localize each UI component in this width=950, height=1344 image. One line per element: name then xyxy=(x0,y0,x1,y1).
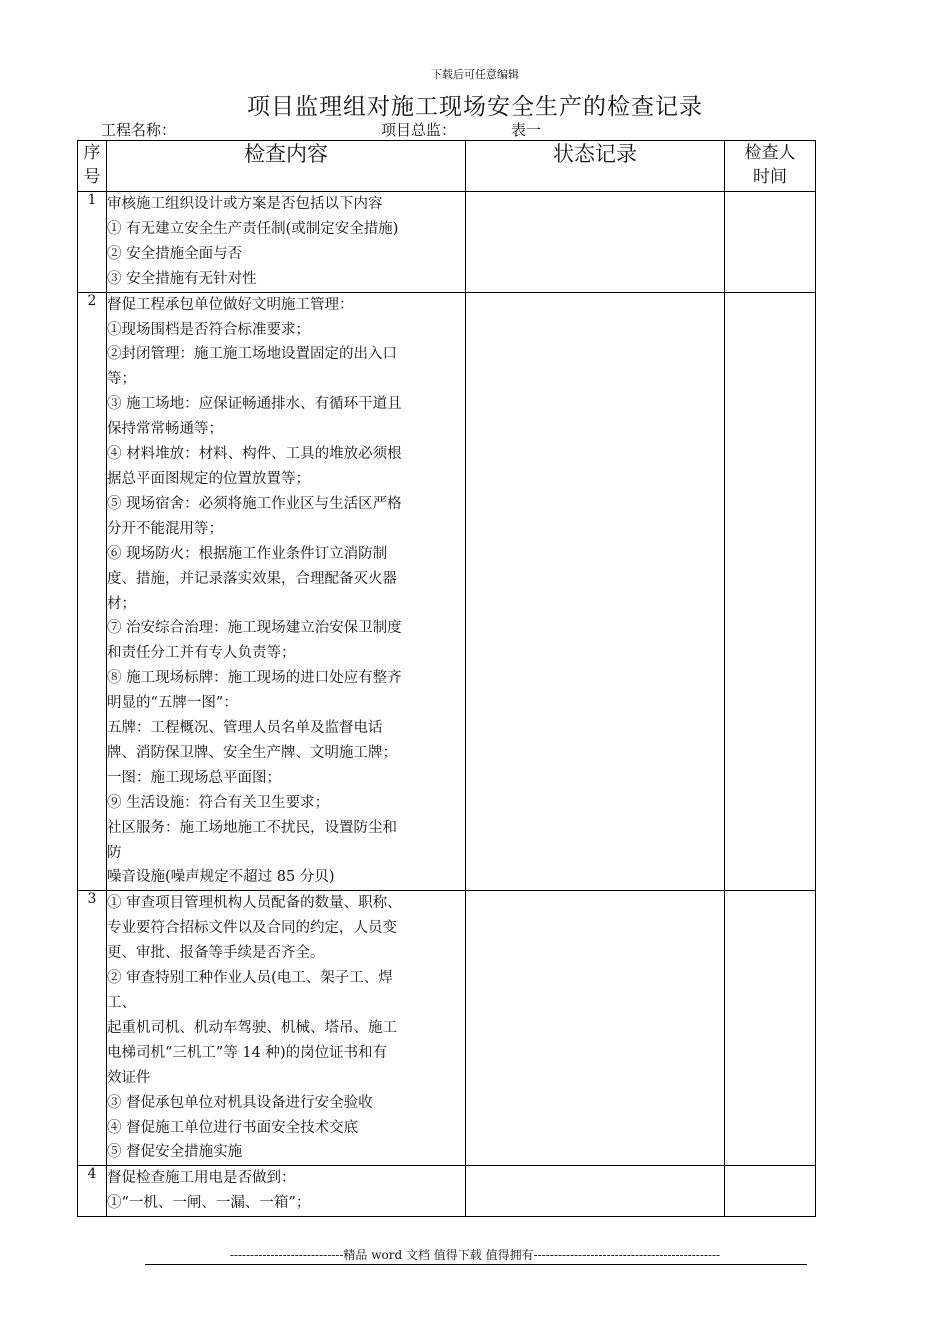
table-number: 表一 xyxy=(511,121,542,139)
header-inspection-content: 检查内容 xyxy=(107,141,466,192)
content-line: 更、审批、报备等手续是否齐全。 xyxy=(107,945,325,962)
content-line: ①现场围档是否符合标准要求； xyxy=(107,321,310,338)
row-number: 1 xyxy=(78,192,107,293)
content-line: ⑦ 治安综合治理：施工现场建立治安保卫制度 xyxy=(107,620,402,637)
status-record-cell[interactable] xyxy=(466,891,725,1166)
header-inspector-line-1: 检查人 xyxy=(744,143,796,163)
project-name-label: 工程名称： xyxy=(101,121,177,139)
footer-rule xyxy=(145,1264,807,1265)
content-line: 明显的“五牌一图”： xyxy=(107,695,238,712)
content-line: 工、 xyxy=(107,995,136,1011)
content-line: 和责任分工并有专人负责等； xyxy=(107,645,296,662)
content-line: 据总平面图规定的位置放置等； xyxy=(107,470,310,487)
content-line: ③ 施工场地：应保证畅通排水、有循环干道且 xyxy=(107,396,402,413)
header-inspector-line-2: 时间 xyxy=(753,167,787,187)
content-line: ⑤ 督促安全措施实施 xyxy=(107,1144,243,1161)
table-row xyxy=(78,292,816,891)
chief-supervisor-label: 项目总监： xyxy=(381,121,457,139)
status-record-cell[interactable] xyxy=(466,292,725,891)
content-line: 社区服务：施工场地施工不扰民，设置防尘和 xyxy=(107,819,397,836)
inspector-time-cell[interactable] xyxy=(725,292,816,891)
content-line: 审核施工组织设计或方案是否包括以下内容 xyxy=(107,196,383,212)
content-line: ⑥ 现场防火：根据施工作业条件订立消防制 xyxy=(107,545,388,562)
table-row xyxy=(78,1166,816,1217)
status-record-cell[interactable] xyxy=(466,192,725,293)
content-line: 效证件 xyxy=(107,1069,151,1086)
inspection-content-cell xyxy=(107,292,466,891)
row-number: 3 xyxy=(78,891,107,1166)
content-line: ④ 材料堆放：材料、构件、工具的堆放必须根 xyxy=(107,446,402,463)
content-line: ① 审查项目管理机构人员配备的数量、职称、 xyxy=(107,895,402,912)
header-serial-number xyxy=(78,141,107,192)
content-line: 五牌：工程概况、管理人员名单及监督电话 xyxy=(107,720,383,737)
table-row xyxy=(78,192,816,293)
content-line: ⑨ 生活设施：符合有关卫生要求； xyxy=(107,794,330,811)
content-line: 电梯司机“三机工”等 14 种)的岗位证书和有 xyxy=(107,1044,388,1061)
content-line: 一图：施工现场总平面图； xyxy=(107,769,281,786)
status-record-cell[interactable] xyxy=(466,1166,725,1217)
header-serial-line-2: 号 xyxy=(83,167,101,187)
content-line: ③ 督促承包单位对机具设备进行安全验收 xyxy=(107,1094,373,1111)
content-line: ② 安全措施全面与否 xyxy=(107,245,243,262)
content-line: ⑧ 施工现场标牌：施工现场的进口处应有整齐 xyxy=(107,670,402,687)
inspection-content-cell xyxy=(107,891,466,1166)
content-line: ① 有无建立安全生产责任制(或制定安全措施) xyxy=(107,220,399,237)
content-line: 材； xyxy=(107,595,136,612)
header-serial-line-1: 序 xyxy=(83,143,101,163)
inspection-record-table xyxy=(77,140,816,1217)
table-row xyxy=(78,891,816,1166)
header-note: 下载后可任意编辑 xyxy=(431,68,519,81)
content-line: 分开不能混用等； xyxy=(107,520,223,537)
footer-text: ----------------------------精品 word 文档 值得下载 值得拥有---------------------------------------------- xyxy=(229,1248,721,1262)
content-line: 防 xyxy=(107,844,122,861)
table-body xyxy=(78,192,816,1217)
content-line: 等； xyxy=(107,371,136,388)
content-line: 专业要符合招标文件以及合同的约定，人员变 xyxy=(107,920,397,937)
content-line: 起重机司机、机动车驾驶、机械、塔吊、施工 xyxy=(107,1019,397,1036)
content-line: ② 审查特别工种作业人员(电工、架子工、焊 xyxy=(107,970,393,987)
content-line: ④ 督促施工单位进行书面安全技术交底 xyxy=(107,1119,359,1136)
content-line: ⑤ 现场宿舍：必须将施工作业区与生活区严格 xyxy=(107,495,402,512)
header-status-record: 状态记录 xyxy=(466,141,725,192)
inspector-time-cell[interactable] xyxy=(725,891,816,1166)
content-line: 度、措施，并记录落实效果，合理配备灭火器 xyxy=(107,570,397,587)
inspection-content-cell xyxy=(107,192,466,293)
content-line: 噪音设施(噪声规定不超过 85 分贝) xyxy=(107,869,335,886)
inspection-content-cell xyxy=(107,1166,466,1217)
content-line: 督促工程承包单位做好文明施工管理： xyxy=(107,296,354,313)
content-line: 保持常常畅通等； xyxy=(107,421,223,438)
content-line: ③ 安全措施有无针对性 xyxy=(107,270,257,287)
inspector-time-cell[interactable] xyxy=(725,192,816,293)
content-line: 督促检查施工用电是否做到： xyxy=(107,1170,296,1187)
header-inspector-time xyxy=(725,141,816,192)
document-title: 项目监理组对施工现场安全生产的检查记录 xyxy=(247,94,703,120)
row-number: 4 xyxy=(78,1166,107,1217)
content-line: 牌、消防保卫牌、安全生产牌、文明施工牌； xyxy=(107,744,397,761)
row-number: 2 xyxy=(78,292,107,891)
content-line: ②封闭管理：施工施工场地设置固定的出入口 xyxy=(107,346,397,363)
inspector-time-cell[interactable] xyxy=(725,1166,816,1217)
content-line: ①“一机、一闸、一漏、一箱”； xyxy=(107,1195,311,1212)
